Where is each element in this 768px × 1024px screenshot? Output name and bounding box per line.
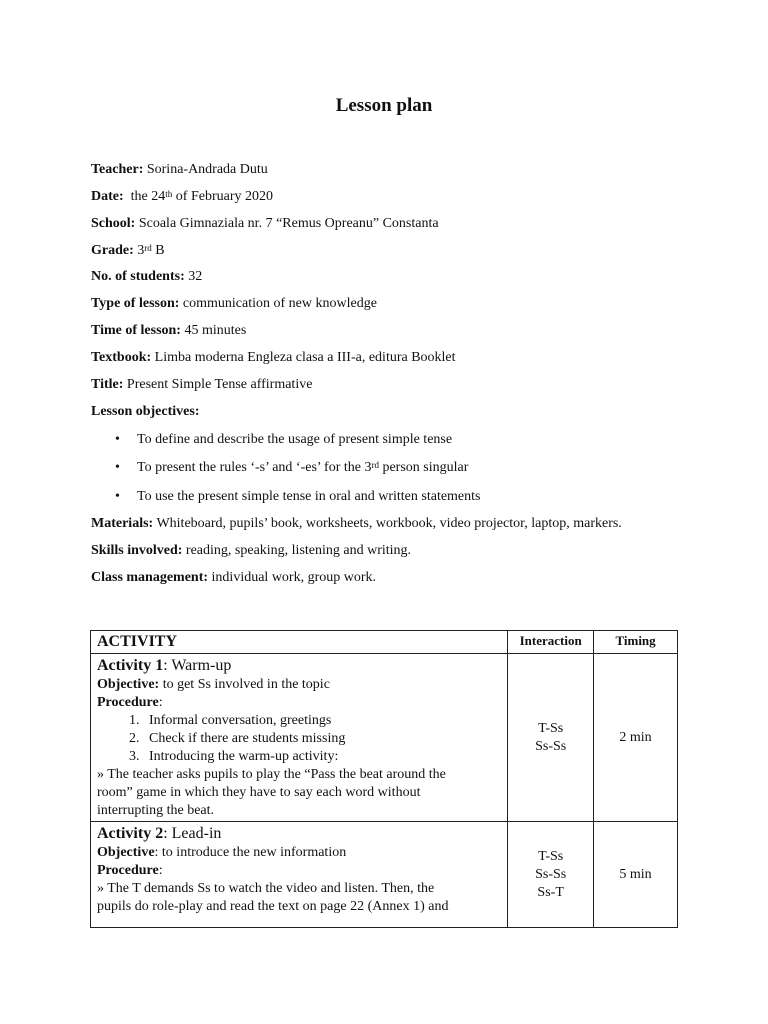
activity-note: pupils do role-play and read the text on page 22 (Annex 1) and [97, 899, 449, 914]
grade-value: 3rd B [137, 243, 165, 258]
lesson-title-line [91, 376, 312, 394]
objective-item: To define and describe the usage of present simple tense [137, 432, 453, 447]
teacher-label: Teacher: [91, 162, 144, 177]
activity-note: » The T demands Ss to watch the video and listen. Then, the [97, 881, 435, 896]
date-value: the 24th of February 2020 [130, 189, 273, 204]
activity-note: room” game in which they have to say each word without [97, 785, 421, 800]
activity-header: ACTIVITY [91, 631, 508, 654]
materials-value: Whiteboard, pupils’ book, worksheets, workbook, video projector, laptop, markers. [156, 516, 622, 531]
materials-line [91, 515, 622, 533]
students-value: 32 [188, 269, 203, 284]
lesson-type-value: communication of new knowledge [182, 296, 377, 311]
objective-item: To present the rules ‘-s’ and ‘-es’ for the 3rd person singular [137, 460, 469, 475]
students-label: No. of students: [91, 269, 185, 284]
activity-title: Activity 1: Warm-up [97, 657, 232, 674]
bullet-icon: • [115, 460, 120, 475]
skills-label: Skills involved: [91, 543, 183, 558]
activity-note: interrupting the beat. [97, 803, 215, 818]
timing-cell: 2 min [594, 654, 678, 822]
materials-label: Materials: [91, 516, 154, 531]
bullet-icon: • [115, 489, 120, 504]
school-label: School: [91, 216, 136, 231]
teacher-value: Sorina-Andrada Dutu [146, 162, 268, 177]
interaction-header: Interaction [508, 631, 594, 654]
school-line [91, 215, 439, 233]
lesson-title-label: Title: [91, 377, 124, 392]
activity-cell [91, 822, 508, 928]
management-line [91, 569, 376, 587]
lesson-type-line [91, 295, 377, 313]
grade-line [91, 242, 165, 260]
objective-line: Objective: to introduce the new information [97, 845, 347, 860]
interaction-cell: T-Ss Ss-Ss [508, 654, 594, 822]
table-row [91, 654, 678, 822]
timing-header: Timing [594, 631, 678, 654]
procedure-step: 2. Check if there are students missing [143, 730, 501, 748]
bullet-icon: • [115, 432, 120, 447]
interaction-cell: T-Ss Ss-Ss Ss-T [508, 822, 594, 928]
activity-cell [91, 654, 508, 822]
date-line [91, 188, 273, 206]
teacher-line [91, 161, 268, 179]
timing-cell: 5 min [594, 822, 678, 928]
lesson-type-label: Type of lesson: [91, 296, 180, 311]
procedure-step: 3. Introducing the warm-up activity: [143, 748, 501, 766]
grade-label: Grade: [91, 243, 134, 258]
page-title: Lesson plan [335, 95, 433, 116]
procedure-steps [97, 712, 501, 766]
lesson-title-value: Present Simple Tense affirmative [126, 377, 313, 392]
objectives-heading: Lesson objectives: [91, 404, 200, 419]
management-value: individual work, group work. [211, 570, 377, 585]
activity-table [90, 630, 678, 928]
procedure-label: Procedure: [97, 863, 163, 878]
skills-line [91, 542, 411, 560]
lesson-time-value: 45 minutes [184, 323, 247, 338]
students-line [91, 268, 202, 286]
procedure-label: Procedure: [97, 695, 163, 710]
activity-title: Activity 2: Lead-in [97, 825, 222, 842]
date-label: Date: [91, 189, 124, 204]
activity-note: » The teacher asks pupils to play the “Pass the beat around the [97, 767, 446, 782]
objective-item: To use the present simple tense in oral and written statements [137, 489, 481, 504]
school-value: Scoala Gimnaziala nr. 7 “Remus Opreanu” Constanta [138, 216, 439, 231]
textbook-line [91, 349, 456, 367]
table-header-row [91, 631, 678, 654]
textbook-value: Limba moderna Engleza clasa a III-a, editura Booklet [154, 350, 456, 365]
management-label: Class management: [91, 570, 209, 585]
table-row [91, 822, 678, 928]
lesson-time-label: Time of lesson: [91, 323, 181, 338]
skills-value: reading, speaking, listening and writing. [185, 543, 412, 558]
objective-line: Objective: to get Ss involved in the topic [97, 677, 330, 692]
textbook-label: Textbook: [91, 350, 152, 365]
lesson-time-line [91, 322, 246, 340]
procedure-step: 1. Informal conversation, greetings [143, 712, 501, 730]
